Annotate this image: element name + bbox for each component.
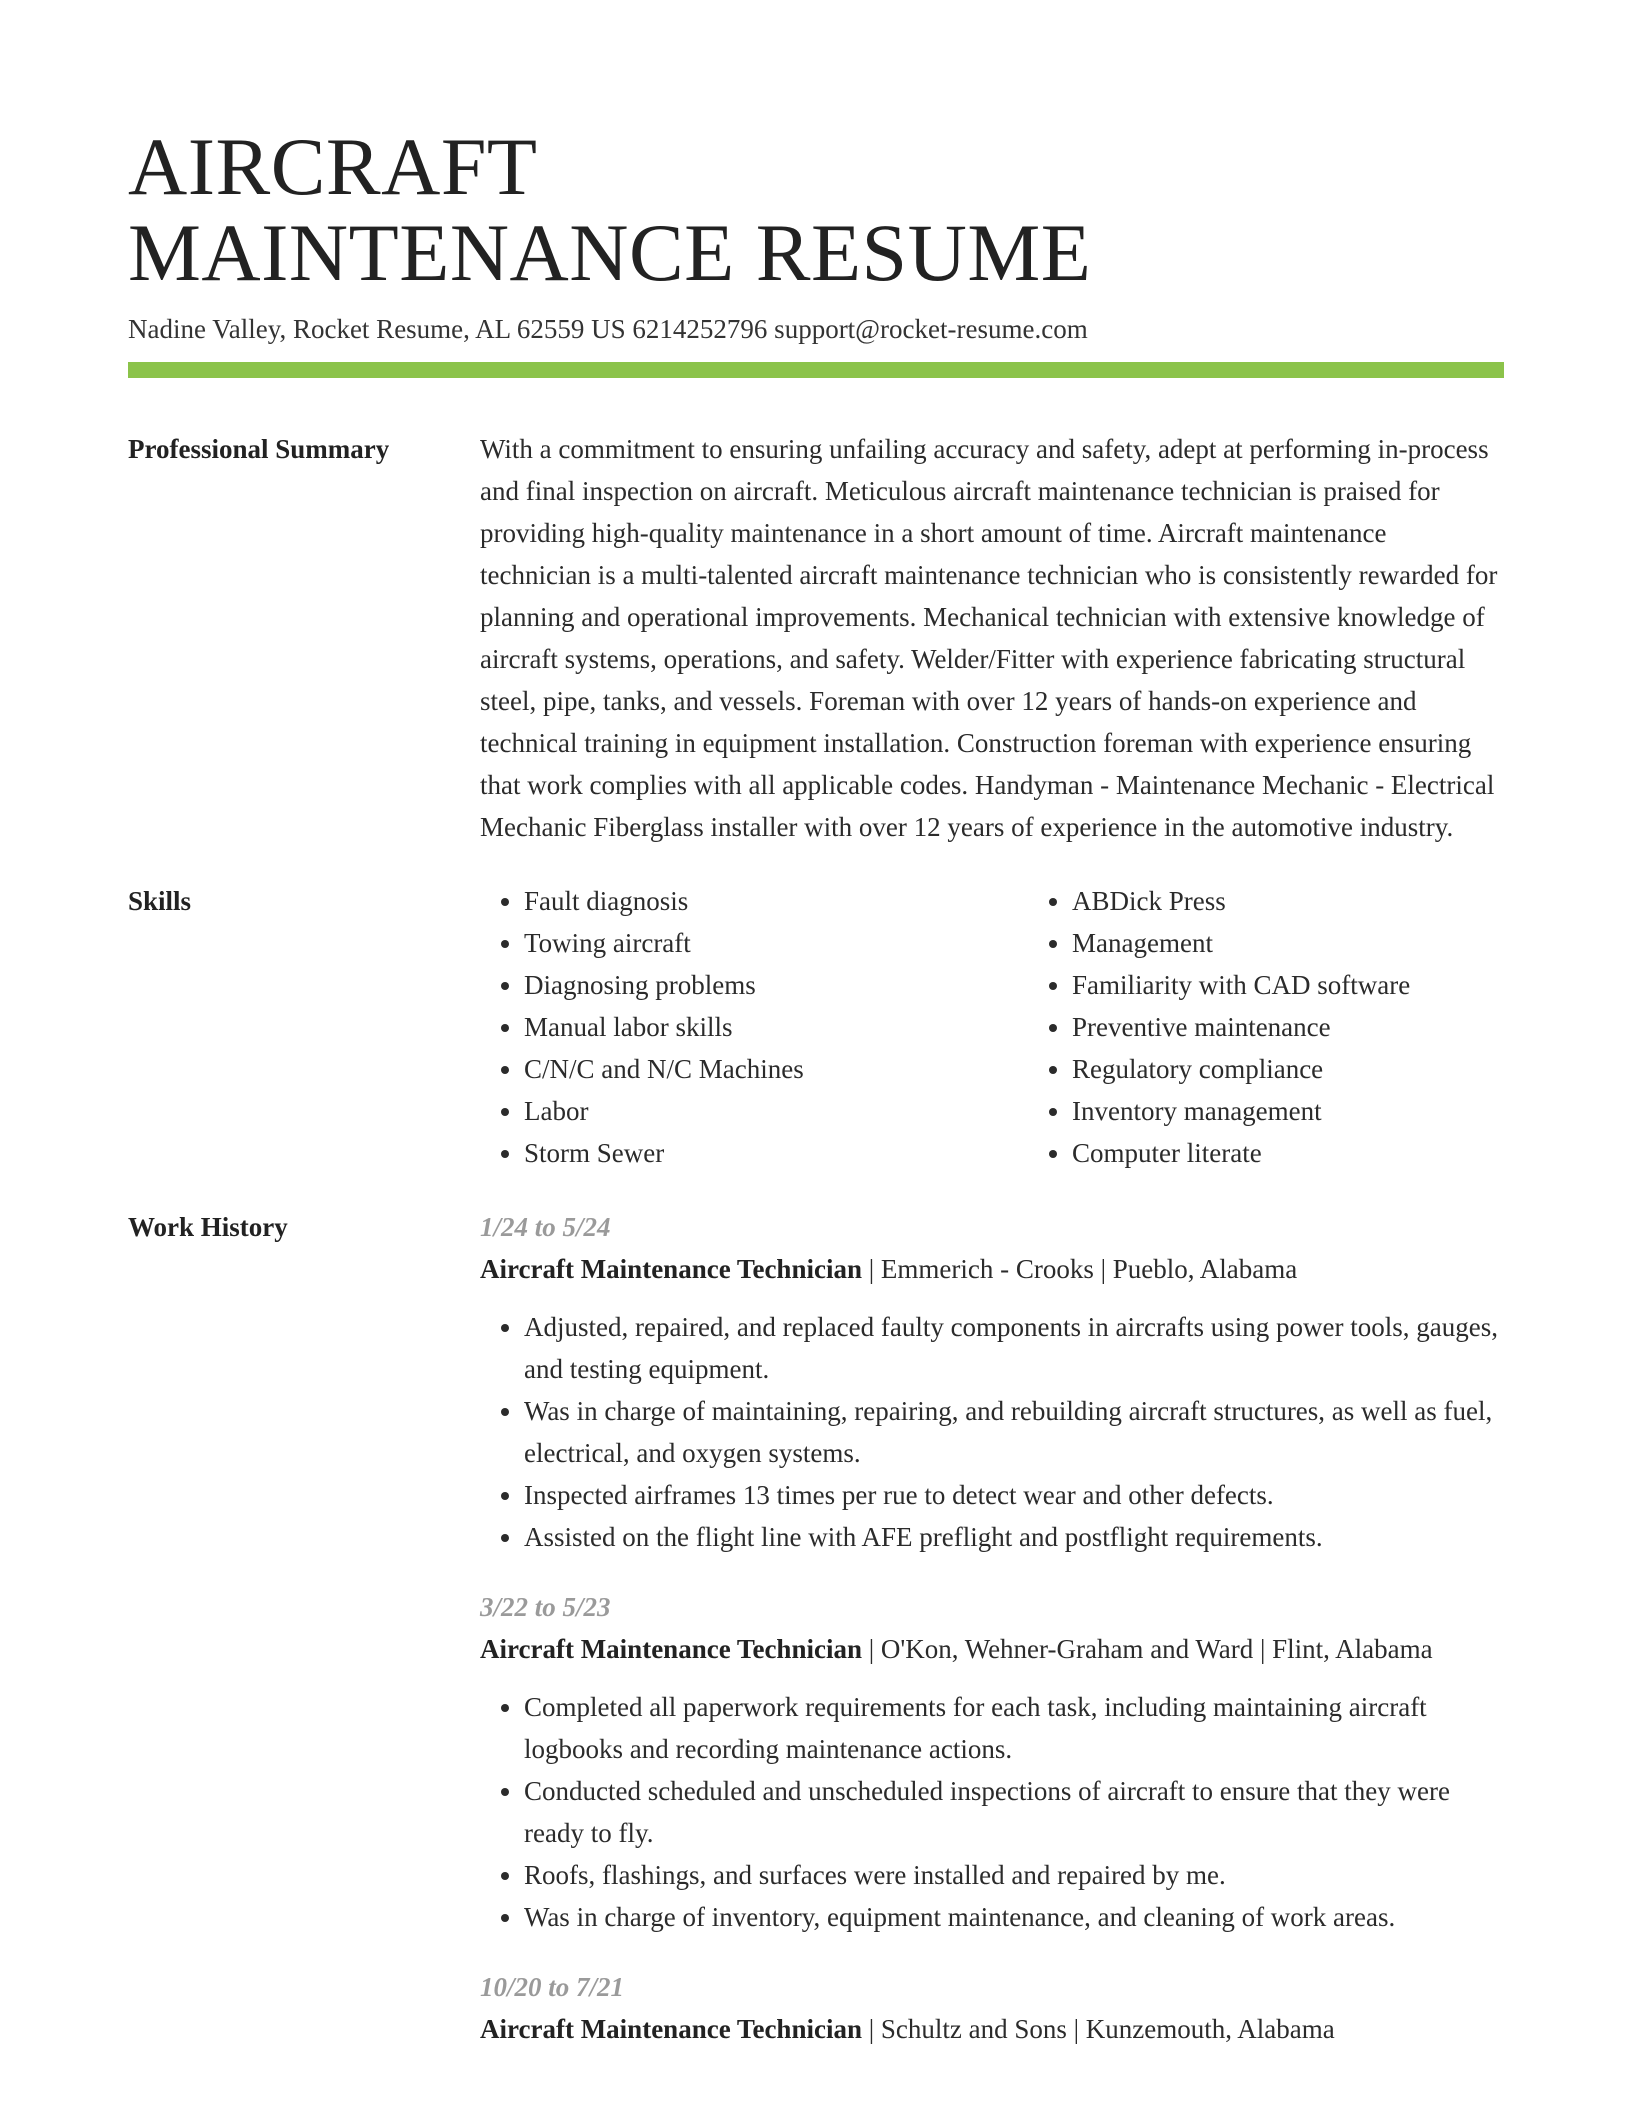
job-date: 3/22 to 5/23 [480,1592,611,1622]
skill-item: • C/N/C and N/C Machines [524,1048,1028,1090]
resume-title [128,0,1504,296]
summary-text: With a commitment to ensuring unfailing accuracy and safety, adept at performing in-process and final inspection on aircraft. Meticulous aircraft maintenance technician is praised for providing high-quality maintenance in a short amount of time. Aircraft maintenance technician is a multi-talented aircraft maintenance technician who is consistently rewarded for planning and operational improvements. Mechanical technician with extensive knowledge of aircraft systems, operations, and safety. Welder/Fitter with experience fabricating structural steel, pipe, tanks, and vessels. Foreman with over 12 years of hands-on experience and technical training in equipment installation. Construction foreman with experience ensuring that work complies with all applicable codes. Handyman - Maintenance Mechanic - Electrical Mechanic Fiberglass installer with over 12 years of experience in the automotive industry. [480,434,1498,842]
job-title: Aircraft Maintenance Technician [480,1634,862,1664]
summary-heading: Professional Summary [128,434,390,464]
job-entry [480,1966,1504,2050]
job-bullets [480,1306,1504,1558]
skill-item: • Computer literate [1072,1132,1576,1174]
skill-item: • ABDick Press [1072,880,1576,922]
job-bullet: • Was in charge of inventory, equipment maintenance, and cleaning of work areas. [524,1896,1504,1938]
job-date: 10/20 to 7/21 [480,1972,625,2002]
accent-divider [128,362,1504,378]
job-title-line [480,1248,1504,1290]
job-title: Aircraft Maintenance Technician [480,1254,862,1284]
skills-column-right [1028,880,1576,1174]
work-history-section [128,1206,1504,2078]
job-title-line [480,2008,1504,2050]
skill-item: • Inventory management [1072,1090,1576,1132]
skills-column-left [480,880,1028,1174]
contact-info: Nadine Valley, Rocket Resume, AL 62559 US 6214252796 support@rocket-resume.com [128,314,1088,344]
resume-title-line-1: AIRCRAFT [128,121,538,212]
skill-item: • Fault diagnosis [524,880,1028,922]
job-bullet: • Adjusted, repaired, and replaced faulty components in aircrafts using power tools, gauges, and testing equipment. [524,1306,1504,1390]
skill-item: • Manual labor skills [524,1006,1028,1048]
work-history-list [480,1206,1504,2078]
job-bullet: • Inspected airframes 13 times per rue to detect wear and other defects. [524,1474,1504,1516]
job-employer-location: | Emmerich - Crooks | Pueblo, Alabama [861,1254,1298,1284]
skill-item: • Towing aircraft [524,922,1028,964]
resume-page [128,0,1504,2078]
job-employer-location: | O'Kon, Wehner-Graham and Ward | Flint, Alabama [861,1634,1433,1664]
skills-heading: Skills [128,886,192,916]
skill-item: • Labor [524,1090,1028,1132]
job-employer-location: | Schultz and Sons | Kunzemouth, Alabama [861,2014,1335,2044]
resume-title-line-2: MAINTENANCE RESUME [128,207,1092,298]
work-history-heading: Work History [128,1212,288,1242]
job-title-line [480,1628,1504,1670]
job-date: 1/24 to 5/24 [480,1212,611,1242]
skill-item: • Preventive maintenance [1072,1006,1576,1048]
job-entry [480,1586,1504,1938]
skill-item: • Regulatory compliance [1072,1048,1576,1090]
job-bullet: • Assisted on the flight line with AFE preflight and postflight requirements. [524,1516,1504,1558]
job-bullet: • Was in charge of maintaining, repairing, and rebuilding aircraft structures, as well as fuel, electrical, and oxygen systems. [524,1390,1504,1474]
job-entry [480,1206,1504,1558]
job-title: Aircraft Maintenance Technician [480,2014,862,2044]
skill-item: • Management [1072,922,1576,964]
job-bullet: • Completed all paperwork requirements for each task, including maintaining aircraft logbooks and recording maintenance actions. [524,1686,1504,1770]
job-bullet: • Roofs, flashings, and surfaces were installed and repaired by me. [524,1854,1504,1896]
skills-section [128,880,1504,1174]
skill-item: • Storm Sewer [524,1132,1028,1174]
skills-grid [480,880,1576,1174]
summary-section [128,428,1504,848]
skill-item: • Familiarity with CAD software [1072,964,1576,1006]
skill-item: • Diagnosing problems [524,964,1028,1006]
job-bullets [480,1686,1504,1938]
job-bullet: • Conducted scheduled and unscheduled inspections of aircraft to ensure that they were ready to fly. [524,1770,1504,1854]
